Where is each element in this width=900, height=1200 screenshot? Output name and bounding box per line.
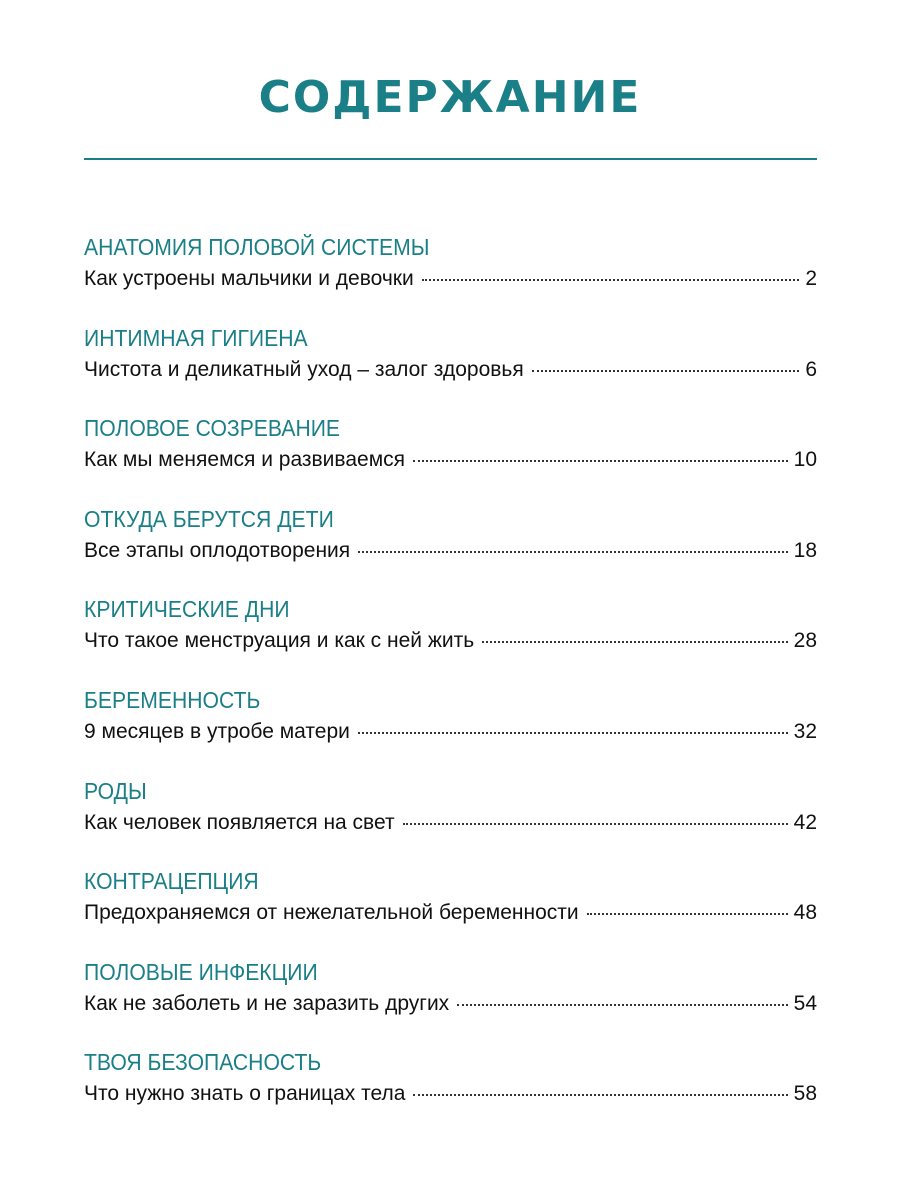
section-subtitle: Как человек появляется на свет [84, 810, 395, 834]
section-subtitle: Все этапы оплодотворения [84, 538, 351, 562]
page-number: 18 [793, 538, 817, 562]
section-title: АНАТОМИЯ ПОЛОВОЙ СИСТЕМЫ [84, 234, 430, 260]
dot-leader [532, 370, 800, 372]
toc-entry[interactable] [84, 684, 817, 775]
title-divider [84, 158, 817, 160]
dot-leader [413, 460, 788, 462]
toc-line [84, 263, 817, 295]
section-subtitle: Что такое менструация и как с ней жить [84, 629, 475, 653]
page-number: 2 [805, 267, 817, 290]
section-subtitle: Как не заболеть и не заразить других [84, 991, 450, 1015]
section-title: КОНТРАЦЕПЦИЯ [84, 868, 259, 895]
toc-line [84, 716, 817, 748]
page-number: 28 [793, 629, 817, 653]
toc-line [84, 444, 817, 476]
toc-line [84, 535, 817, 567]
toc-line [84, 807, 817, 839]
toc-line [84, 1078, 817, 1110]
toc-entry[interactable] [84, 956, 817, 1047]
toc-entry[interactable] [84, 412, 817, 503]
dot-leader [422, 279, 800, 281]
toc-line [84, 354, 817, 386]
section-title: ОТКУДА БЕРУТСЯ ДЕТИ [84, 505, 334, 532]
dot-leader [413, 1094, 787, 1096]
section-subtitle: Как устроены мальчики и девочки [84, 267, 414, 290]
page-number: 54 [793, 991, 817, 1015]
section-title: БЕРЕМЕННОСТЬ [84, 686, 261, 713]
toc-entry[interactable] [84, 231, 817, 322]
dot-leader [358, 732, 788, 734]
section-title: ИНТИМНАЯ ГИГИЕНА [84, 324, 308, 351]
section-subtitle: Чистота и деликатный уход – залог здоровья [84, 357, 524, 381]
section-title: ПОЛОВОЕ СОЗРЕВАНИЕ [84, 415, 341, 442]
dot-leader [403, 823, 788, 825]
page-number: 32 [793, 719, 817, 743]
toc-entry[interactable] [84, 322, 817, 413]
toc-entry[interactable] [84, 593, 817, 684]
page-number: 6 [805, 357, 817, 381]
toc-line [84, 625, 817, 657]
page-title: СОДЕРЖАНИЕ [258, 72, 642, 123]
toc-entry[interactable] [84, 1046, 817, 1137]
section-title: ТВОЯ БЕЗОПАСНОСТЬ [84, 1049, 322, 1076]
dot-leader [457, 1004, 787, 1006]
section-title: ПОЛОВЫЕ ИНФЕКЦИИ [84, 958, 318, 985]
toc-entry[interactable] [84, 775, 817, 866]
dot-leader [358, 551, 788, 553]
page-number: 58 [793, 1082, 817, 1106]
section-subtitle: 9 месяцев в утробе матери [84, 719, 350, 743]
page-number: 48 [793, 901, 817, 925]
toc-line [84, 988, 817, 1020]
toc-entry[interactable] [84, 503, 817, 594]
toc-line [84, 897, 817, 929]
page-number: 42 [793, 810, 817, 834]
dot-leader [482, 641, 787, 643]
toc-entry[interactable] [84, 865, 817, 956]
dot-leader [587, 913, 788, 915]
section-subtitle: Как мы меняемся и развиваемся [84, 448, 405, 472]
section-title: КРИТИЧЕСКИЕ ДНИ [84, 596, 290, 623]
page-number: 10 [793, 448, 817, 472]
section-subtitle: Что нужно знать о границах тела [84, 1082, 406, 1106]
section-subtitle: Предохраняемся от нежелательной беременности [84, 901, 579, 925]
section-title: РОДЫ [84, 777, 147, 804]
table-of-contents [84, 231, 817, 1137]
